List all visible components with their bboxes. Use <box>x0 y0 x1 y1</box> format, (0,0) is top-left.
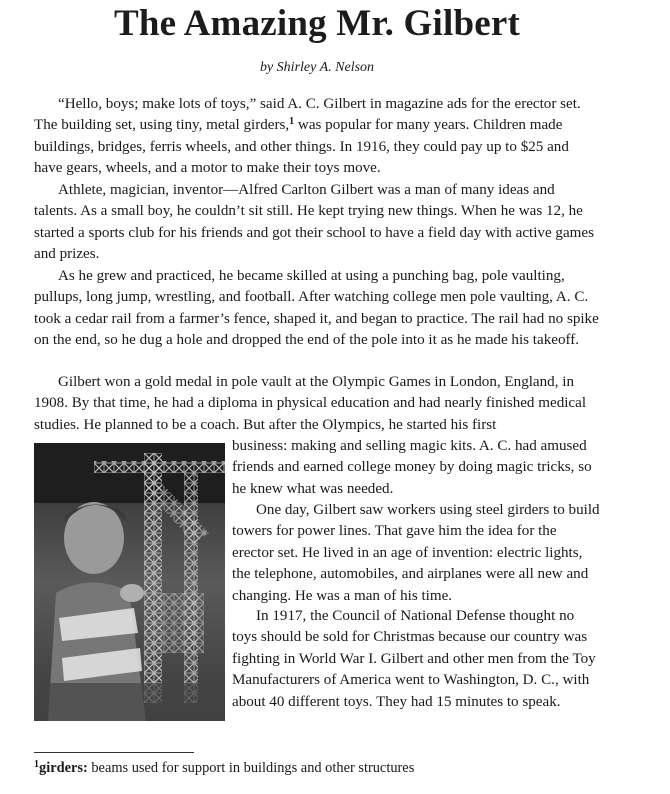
paragraph-4: Gilbert won a gold medal in pole vault at the Olympic Games in London, England, in 1908. By that time, he had a diploma in physical education and had nearly finished medical studies. He planned to be a coach. But after the Olympics, he started his first <box>34 374 587 433</box>
paragraph-3: As he grew and practiced, he became skilled at using a punching bag, pole vaulting, pullups, long jump, wrestling, and football. After watching college men pole vaulting, A. C. took a cedar rail from a farmer’s fence, shaped it, and began to practice. The rail had no spike on the end, so he dug a hole and dropped the end of the pole into it as he made his takeoff. <box>34 268 599 349</box>
footnote-marker: 1 <box>289 116 295 128</box>
paragraph-1 <box>34 94 600 180</box>
paragraph-4-continued: business: making and selling magic kits. A. C. had amused friends and earned college money by doing magic tricks, so he knew what was needed. <box>232 438 592 497</box>
paragraph-5: One day, Gilbert saw workers using steel girders to build towers for power lines. That gave him the idea for the erector set. He lived in an age of invention: electric lights, the telephone, automobiles, and airplanes were all new and changing. He was a man of his time. <box>232 502 600 604</box>
article-title: The Amazing Mr. Gilbert <box>113 3 521 44</box>
paragraph-2: Athlete, magician, inventor—Alfred Carlton Gilbert was a man of many ideas and talents. As a small boy, he couldn’t sit still. He kept trying new things. When he was 12, he started a sports club for his friends and got their school to have a field day with active games and prizes. <box>34 182 594 263</box>
footnote-definition: beams used for support in buildings and other structures <box>87 760 415 776</box>
paragraph-1-text-a: “Hello, boys; make lots of toys,” said A. C. Gilbert in magazine ads for the erector set. The building set, using tiny, metal girders, <box>34 96 581 134</box>
byline: by Shirley A. Nelson <box>259 60 375 75</box>
footnote-term: girders: <box>39 760 88 776</box>
footnote-number: 1 <box>34 759 39 770</box>
paragraph-1-text-b: was popular for many years. Children made buildings, bridges, ferris wheels, and other things. In 1916, they could pay up to $25 and have gears, wheels, and a motor to make their toys move. <box>34 117 569 177</box>
footnote-divider <box>34 752 194 753</box>
paragraph-6: In 1917, the Council of National Defense thought no toys should be sold for Christmas because our country was fighting in World War I. Gilbert and other men from the Toy Manufacturers of America went to Washington, D. C., with about 40 different toys. They had 15 minutes to speak. <box>232 608 596 710</box>
boy-with-erector-set-photo <box>34 443 225 721</box>
photo-illustration <box>34 443 225 721</box>
footnote <box>34 758 594 778</box>
